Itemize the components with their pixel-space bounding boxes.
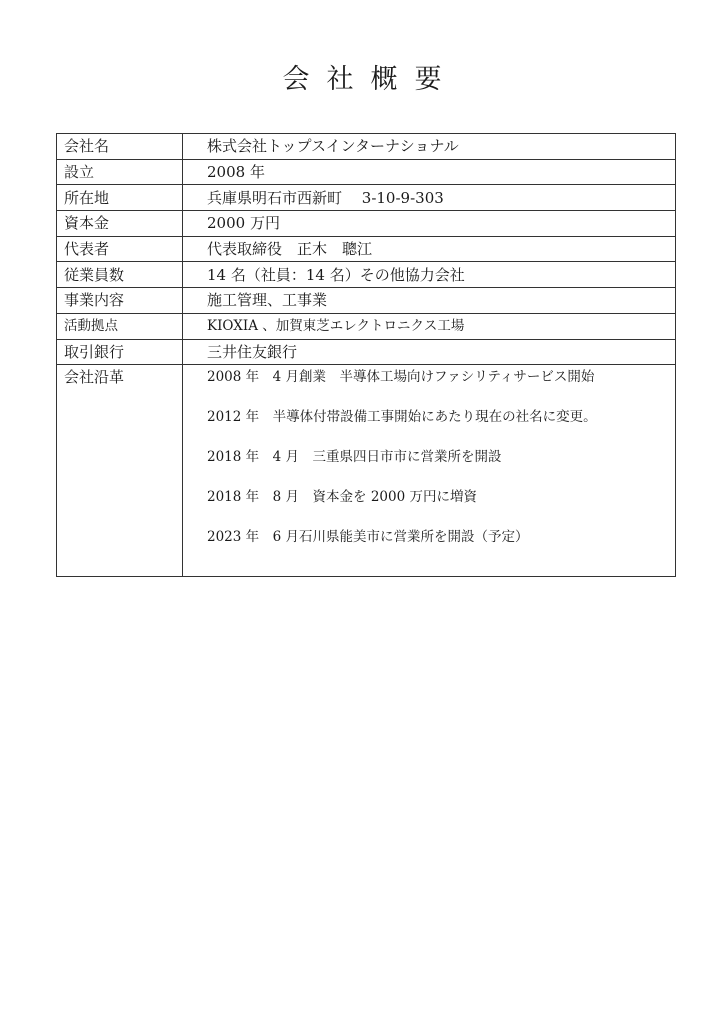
history-entry: 2018 年 4 月 三重県四日市市に営業所を開設: [207, 449, 502, 466]
row-label-history: 会社沿革: [57, 365, 183, 577]
row-value-established: 2008 年: [183, 159, 676, 185]
row-label-bank: 取引銀行: [57, 339, 183, 365]
row-value-history: [183, 365, 676, 577]
history-entry: 2012 年 半導体付帯設備工事開始にあたり現在の社名に変更。: [207, 409, 597, 426]
row-value-bank: 三井住友銀行: [183, 339, 676, 365]
history-entry: 2008 年 4 月創業 半導体工場向けファシリティサービス開始: [207, 369, 595, 386]
row-label-address: 所在地: [57, 185, 183, 211]
table-row: [57, 236, 676, 262]
row-label-employees: 従業員数: [57, 262, 183, 288]
row-value-representative: 代表取締役 正木 聰江: [183, 236, 676, 262]
history-entry: 2018 年 8 月 資本金を 2000 万円に増資: [207, 489, 477, 506]
table-row: [57, 211, 676, 237]
table-row: [57, 365, 676, 577]
row-label-representative: 代表者: [57, 236, 183, 262]
row-label-established: 設立: [57, 159, 183, 185]
row-value-company-name: 株式会社トップスインターナショナル: [183, 134, 676, 160]
table-row: [57, 262, 676, 288]
table-row: [57, 313, 676, 339]
row-value-capital: 2000 万円: [183, 211, 676, 237]
row-value-employees: 14 名（社員：14 名）その他協力会社: [183, 262, 676, 288]
table-row: [57, 134, 676, 160]
table-row: [57, 288, 676, 314]
document-title: 会社概要: [282, 64, 459, 95]
table-row: [57, 159, 676, 185]
row-label-company-name: 会社名: [57, 134, 183, 160]
row-value-bases: KIOXIA 、加賀東芝エレクトロニクス工場: [183, 313, 676, 339]
history-list: [207, 368, 675, 546]
row-label-bases: 活動拠点: [57, 313, 183, 339]
table-row: [57, 339, 676, 365]
history-entry: 2023 年 6 月石川県能美市に営業所を開設（予定）: [207, 529, 529, 546]
row-value-business: 施工管理、工事業: [183, 288, 676, 314]
row-label-capital: 資本金: [57, 211, 183, 237]
row-label-business: 事業内容: [57, 288, 183, 314]
table-row: [57, 185, 676, 211]
company-overview-table: [56, 133, 676, 577]
row-value-address: 兵庫県明石市西新町 3-10-9-303: [183, 185, 676, 211]
